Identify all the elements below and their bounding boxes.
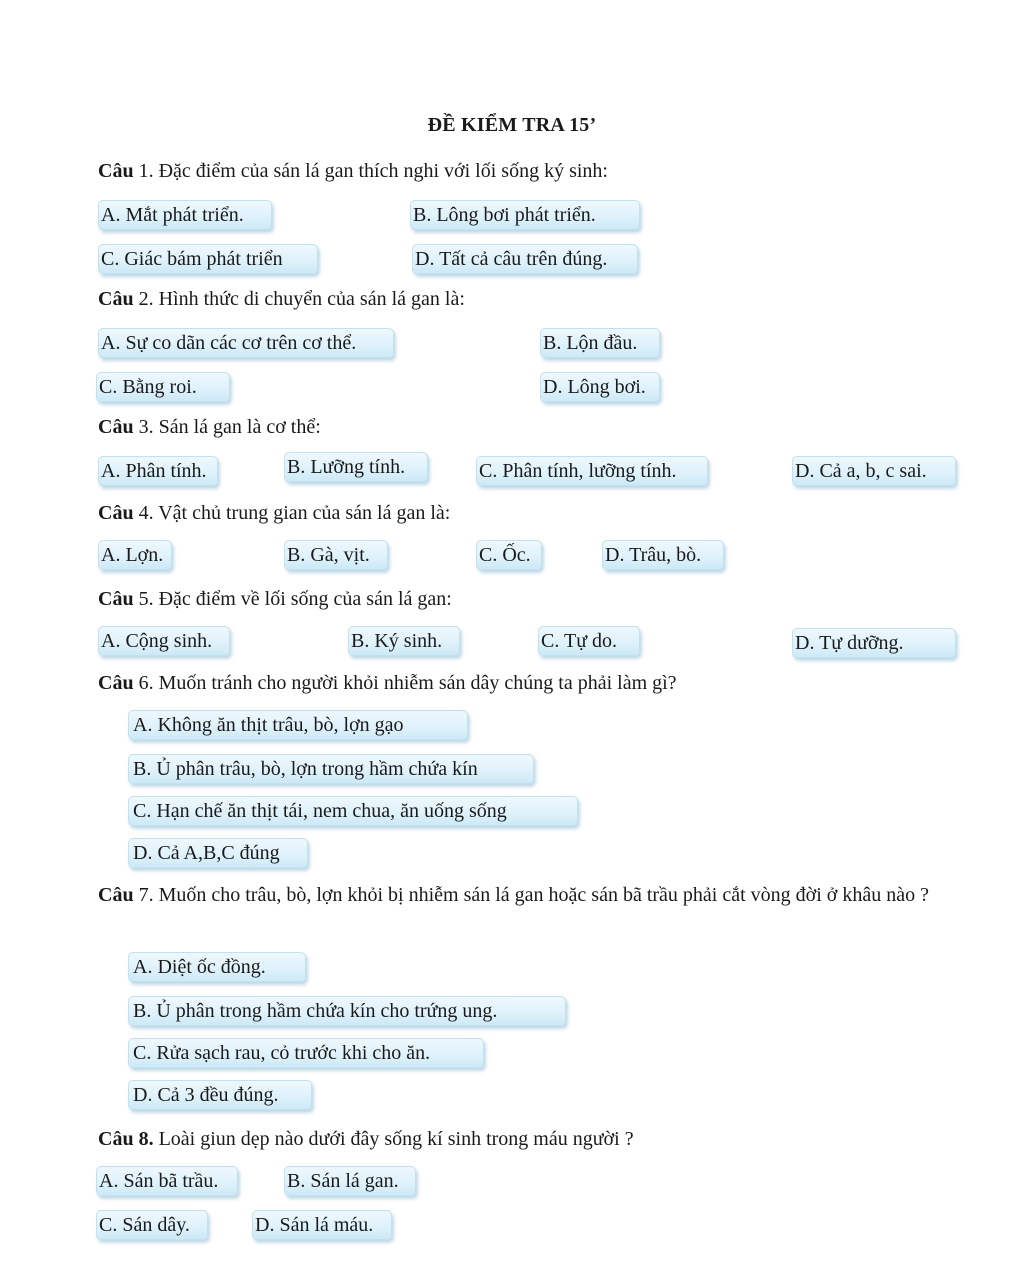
q1-option-a[interactable]: A. Mắt phát triển.: [98, 200, 272, 230]
q6-option-d[interactable]: D. Cả A,B,C đúng: [128, 838, 308, 868]
question-1: [98, 158, 608, 184]
question-text: 6. Muốn tránh cho người khỏi nhiễm sán dây chúng ta phải làm gì?: [133, 672, 677, 694]
question-text: 1. Đặc điểm của sán lá gan thích nghi với lối sống ký sinh:: [133, 160, 608, 182]
q2-option-c[interactable]: C. Bằng roi.: [96, 372, 230, 402]
question-text: 7. Muốn cho trâu, bò, lợn khỏi bị nhiễm sán lá gan hoặc sán bã trầu phải cắt vòng đời ở khâu nào ?: [133, 884, 930, 906]
q8-option-a[interactable]: A. Sán bã trầu.: [96, 1166, 238, 1196]
question-text: Loài giun dẹp nào dưới đây sống kí sinh trong máu người ?: [153, 1128, 634, 1150]
question-label: Câu: [98, 160, 134, 182]
q2-option-b[interactable]: B. Lộn đầu.: [540, 328, 660, 358]
question-label: Câu 8.: [98, 1128, 154, 1150]
q6-option-c[interactable]: C. Hạn chế ăn thịt tái, nem chua, ăn uống sống: [128, 796, 578, 826]
page-title: ĐỀ KIỂM TRA 15’: [427, 114, 597, 136]
question-3: [98, 414, 321, 440]
q2-option-a[interactable]: A. Sự co dãn các cơ trên cơ thể.: [98, 328, 394, 358]
q1-option-d[interactable]: D. Tất cả câu trên đúng.: [412, 244, 638, 274]
q5-option-a[interactable]: A. Cộng sinh.: [98, 626, 230, 656]
q5-option-d[interactable]: D. Tự dưỡng.: [792, 628, 956, 658]
question-7: [98, 882, 958, 908]
question-5: [98, 586, 452, 612]
q8-option-b[interactable]: B. Sán lá gan.: [284, 1166, 416, 1196]
q7-option-b[interactable]: B. Ủ phân trong hầm chứa kín cho trứng ung.: [128, 996, 566, 1026]
question-2: [98, 286, 465, 312]
q3-option-c[interactable]: C. Phân tính, lưỡng tính.: [476, 456, 708, 486]
question-text: 2. Hình thức di chuyển của sán lá gan là:: [133, 288, 465, 310]
q5-option-b[interactable]: B. Ký sinh.: [348, 626, 460, 656]
q8-option-d[interactable]: D. Sán lá máu.: [252, 1210, 392, 1240]
q7-option-a[interactable]: A. Diệt ốc đồng.: [128, 952, 306, 982]
q6-option-a[interactable]: A. Không ăn thịt trâu, bò, lợn gạo: [128, 710, 468, 740]
q4-option-c[interactable]: C. Ốc.: [476, 540, 542, 570]
question-text: 4. Vật chủ trung gian của sán lá gan là:: [133, 502, 451, 524]
question-text: 3. Sán lá gan là cơ thể:: [133, 416, 321, 438]
q4-option-a[interactable]: A. Lợn.: [98, 540, 172, 570]
q5-option-c[interactable]: C. Tự do.: [538, 626, 640, 656]
q4-option-b[interactable]: B. Gà, vịt.: [284, 540, 388, 570]
question-label: Câu: [98, 416, 134, 438]
q4-option-d[interactable]: D. Trâu, bò.: [602, 540, 724, 570]
question-label: Câu: [98, 884, 134, 906]
question-label: Câu: [98, 588, 134, 610]
q1-option-c[interactable]: C. Giác bám phát triển: [98, 244, 318, 274]
q3-option-a[interactable]: A. Phân tính.: [98, 456, 218, 486]
q1-option-b[interactable]: B. Lông bơi phát triển.: [410, 200, 640, 230]
q7-option-d[interactable]: D. Cả 3 đều đúng.: [128, 1080, 312, 1110]
question-4: [98, 500, 450, 526]
question-label: Câu: [98, 502, 134, 524]
question-label: Câu: [98, 672, 134, 694]
q6-option-b[interactable]: B. Ủ phân trâu, bò, lợn trong hầm chứa kín: [128, 754, 534, 784]
q7-option-c[interactable]: C. Rửa sạch rau, cỏ trước khi cho ăn.: [128, 1038, 484, 1068]
question-8: [98, 1126, 634, 1152]
q2-option-d[interactable]: D. Lông bơi.: [540, 372, 660, 402]
q3-option-b[interactable]: B. Lưỡng tính.: [284, 452, 428, 482]
q3-option-d[interactable]: D. Cả a, b, c sai.: [792, 456, 956, 486]
question-text: 5. Đặc điểm về lối sống của sán lá gan:: [133, 588, 452, 610]
question-label: Câu: [98, 288, 134, 310]
question-6: [98, 670, 677, 696]
q8-option-c[interactable]: C. Sán dây.: [96, 1210, 208, 1240]
